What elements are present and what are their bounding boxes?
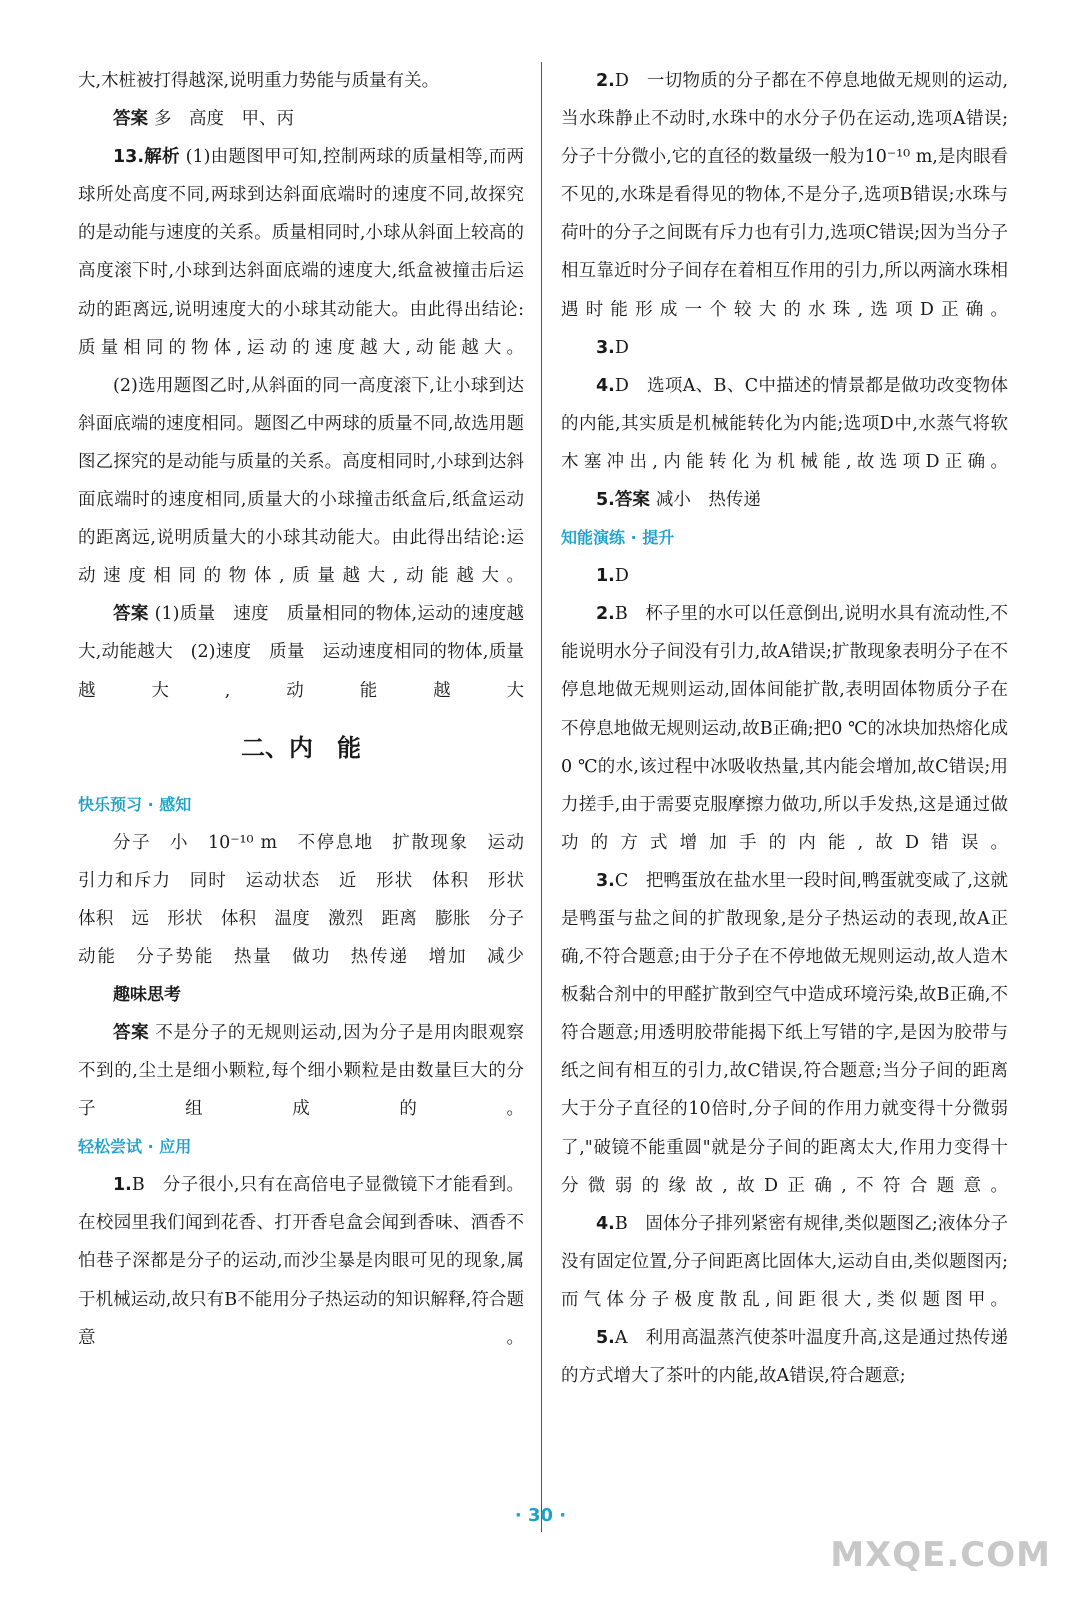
question-13-analysis-part2: (2)选用题图乙时,从斜面的同一高度滚下,让小球到达斜面底端的速度相同。题图乙中两球的质量不同,故选用题图乙探究的是动能与质量的关系。高度相同时,小球到达斜面底端时的速度相同,质量大的小球撞击纸盒后,纸盒运动的距离远,说明质量大的小球其动能大。由此得出结论:运动速度相同的物体,质量越大,动能越大。 bbox=[78, 375, 524, 587]
chapter-title: 二、内 能 bbox=[241, 733, 361, 762]
fun-thinking-title: 趣味思考 bbox=[113, 984, 181, 1005]
section-heading-apply: 轻松尝试 · 应用 bbox=[78, 1137, 192, 1157]
exercise-4: 4.D 选项A、B、C中描述的情景都是做功改变物体的内能,其实质是机械能转化为内能;选项D中,水蒸气将软木塞冲出,内能转化为机械能,故选项D正确。 bbox=[561, 375, 1009, 472]
section-heading-practice: 知能演练 · 提升 bbox=[561, 528, 675, 548]
fun-thinking-answer: 答案 不是分子的无规则运动,因为分子是用肉眼观察不到的,尘土是细小颗粒,每个细小颗粒是由数量巨大的分子组成的。 bbox=[78, 1022, 524, 1120]
right-column bbox=[561, 62, 1008, 1395]
column-divider bbox=[541, 62, 542, 1532]
practice-2: 2.B 杯子里的水可以任意倒出,说明水具有流动性,不能说明水分子间没有引力,故A错误;扩散现象表明分子在不停息地做无规则运动,固体间能扩散,表明固体物质分子在不停息地做无规则运动,故B正确;把0 ℃的冰块加热熔化成0 ℃的水,该过程中冰吸收热量,其内能会增加,故C错误;用力搓手,由于需要克服摩擦力做功,所以手发热,这是通过做功的方式增加手的内能,故D错误。 bbox=[561, 604, 1009, 853]
practice-4: 4.B 固体分子排列紧密有规律,类似题图乙;液体分子没有固定位置,分子间距离比固体大,运动自由,类似题图丙;而气体分子极度散乱,间距很大,类似题图甲。 bbox=[561, 1213, 1008, 1310]
exercise-3: 3.D bbox=[596, 337, 629, 358]
page-number: · 30 · bbox=[514, 1505, 567, 1526]
exercise-2: 2.D 一切物质的分子都在不停息地做无规则的运动,当水珠静止不动时,水珠中的水分子仍在运动,选项A错误;分子十分微小,它的直径的数量级一般为10⁻¹⁰ m,是肉眼看不见的,水珠是看得见的物体,不是分子,选项B错误;水珠与荷叶的分子之间既有斥力也有引力,选项C错误;因为当分子相互靠近时分子间存在着相互作用的引力,所以两滴水珠相遇时能形成一个较大的水珠,选项D正确。 bbox=[561, 71, 1009, 320]
practice-5: 5.A 利用高温蒸汽使茶叶温度升高,这是通过热传递的方式增大了茶叶的内能,故A错误,符合题意; bbox=[561, 1328, 1009, 1387]
preview-answers: 分子 小 10⁻¹⁰ m 不停息地 扩散现象 运动 引力和斥力 同时 运动状态 近 形状 体积 形状 体积 远 形状 体积 温度 激烈 距离 膨胀 分子动能 分子势能 热量 做功 热传递 增加 减少 bbox=[78, 832, 542, 967]
exercise-1: 1.B 分子很小,只有在高倍电子显微镜下才能看到。在校园里我们闻到花香、打开香皂盒会闻到香味、酒香不怕巷子深都是分子的运动,而沙尘暴是肉眼可见的现象,属于机械运动,故只有B不能用分子热运动的知识解释,符合题意。 bbox=[78, 1175, 525, 1348]
left-column bbox=[78, 62, 542, 1357]
answer-13: 答案 (1)质量 速度 质量相同的物体,运动的速度越大,动能越大 (2)速度 质量 运动速度相同的物体,质量越大,动能越大 bbox=[78, 604, 524, 701]
practice-1: 1.D bbox=[596, 566, 629, 587]
section-heading-preview: 快乐预习 · 感知 bbox=[78, 794, 192, 814]
watermark-logo: MXQE.COM bbox=[830, 1535, 1051, 1575]
exercise-5: 5.答案 减小 热传递 bbox=[596, 490, 761, 511]
question-13-analysis: 13.解析 (1)由题图甲可知,控制两球的质量相等,而两球所处高度不同,两球到达斜面底端时的速度不同,故探究的是动能与速度的关系。质量相同时,小球从斜面上较高的高度滚下时,小球到达斜面底端的速度大,纸盒被撞击后运动的距离远,说明速度大的小球其动能大。由此得出结论:质量相同的物体,运动的速度越大,动能越大。 bbox=[78, 147, 524, 358]
practice-3: 3.C 把鸭蛋放在盐水里一段时间,鸭蛋就变咸了,这就是鸭蛋与盐之间的扩散现象,是分子热运动的表现,故A正确,不符合题意;由于分子在不停地做无规则运动,故人造木板黏合剂中的甲醛扩散到空气中造成环境污染,故B正确,不符合题意;用透明胶带能揭下纸上写错的字,是因为胶带与纸之间有相互的引力,故C错误,符合题意;当分子间的距离大于分子直径的10倍时,分子间的作用力就变得十分微弱了,"破镜不能重圆"就是分子间的距离太大,作用力变得十分微弱的缘故,故D正确,不符合题意。 bbox=[561, 870, 1009, 1196]
paragraph: 大,木桩被打得越深,说明重力势能与质量有关。 bbox=[78, 71, 440, 91]
answer-12: 答案 多 高度 甲、丙 bbox=[113, 109, 294, 130]
